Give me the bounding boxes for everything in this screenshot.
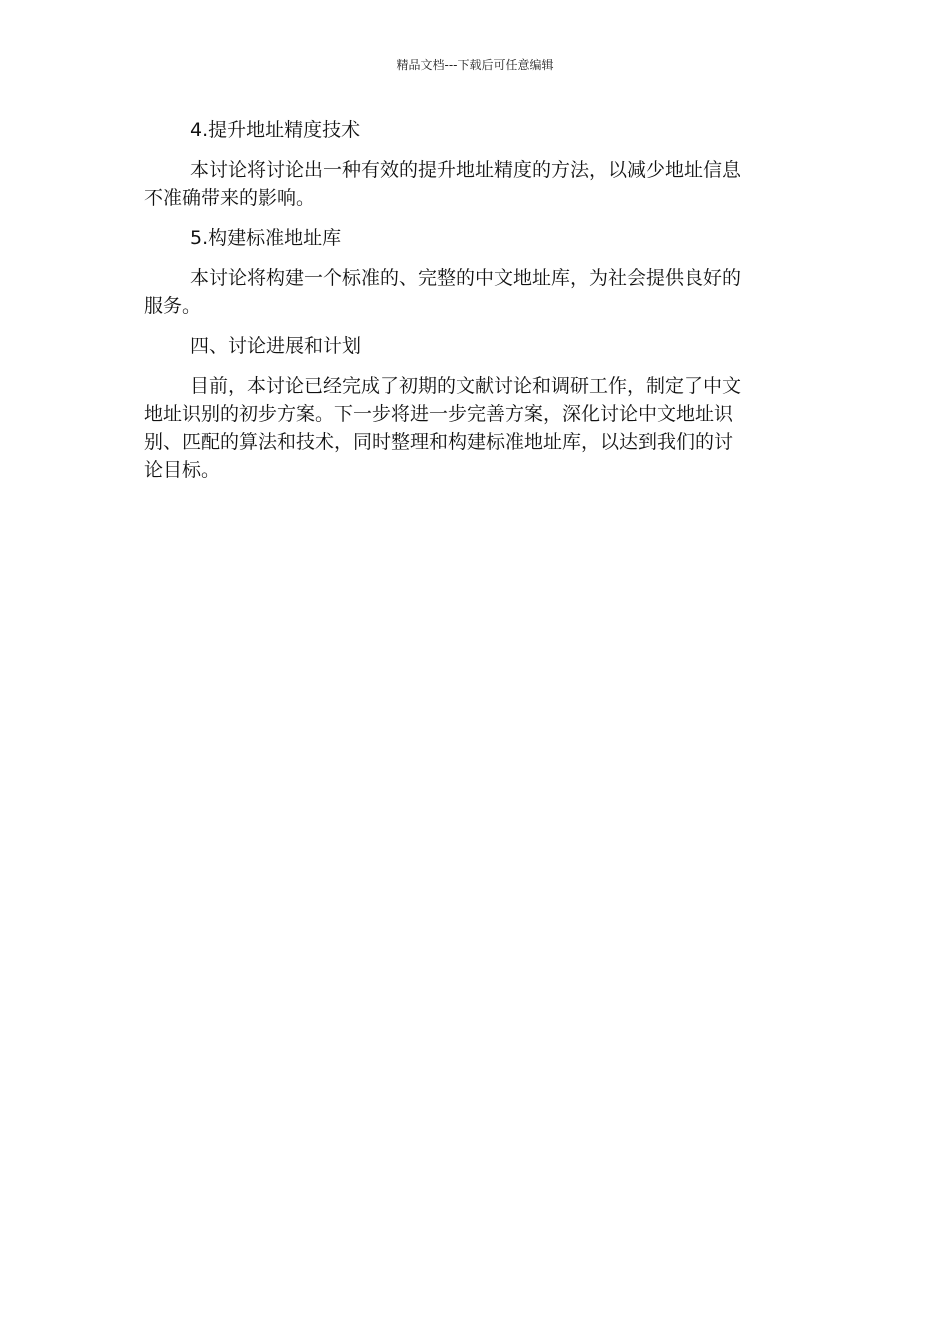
document-body (144, 116, 794, 484)
section-heading-5: 5.构建标准地址库 (190, 227, 342, 249)
paragraph-line: 本讨论将讨论出一种有效的提升地址精度的方法，以减少地址信息 (190, 159, 742, 181)
section-heading-progress: 四、讨论进展和计划 (190, 335, 362, 357)
paragraph-line: 论目标。 (144, 459, 221, 481)
paragraph-line: 服务。 (144, 295, 202, 317)
paragraph-line: 不准确带来的影响。 (144, 187, 316, 209)
paragraph-progress-plan (144, 372, 794, 484)
paragraph-address-precision (144, 156, 794, 212)
paragraph-line: 本讨论将构建一个标准的、完整的中文地址库，为社会提供良好的 (190, 267, 742, 289)
paragraph-line: 别、匹配的算法和技术，同时整理和构建标准地址库，以达到我们的讨 (144, 431, 734, 453)
paragraph-line: 目前，本讨论已经完成了初期的文献讨论和调研工作，制定了中文 (190, 375, 742, 397)
paragraph-address-library (144, 264, 794, 320)
paragraph-line: 地址识别的初步方案。下一步将进一步完善方案，深化讨论中文地址识 (144, 403, 734, 425)
page-header: 精品文档---下载后可任意编辑 (396, 58, 554, 72)
section-heading-4: 4.提升地址精度技术 (190, 119, 361, 141)
